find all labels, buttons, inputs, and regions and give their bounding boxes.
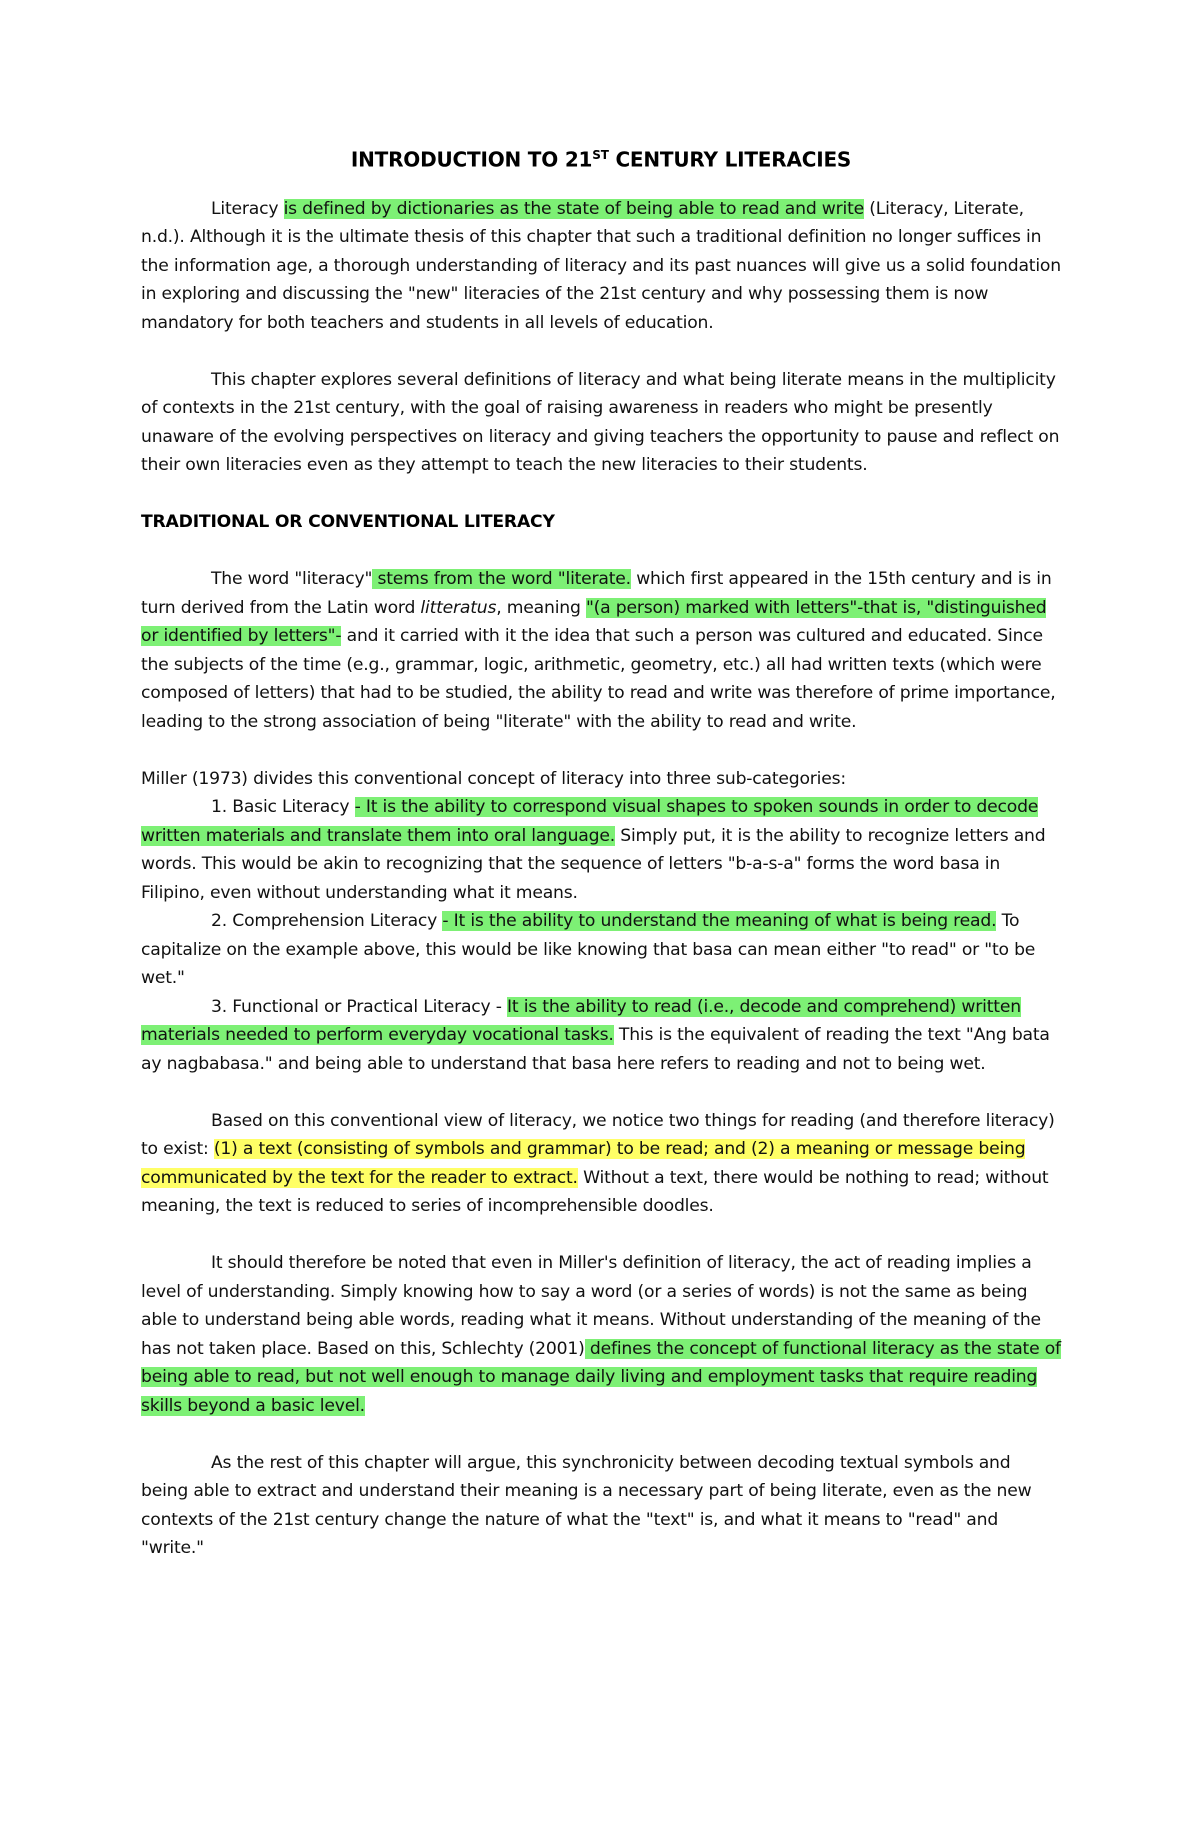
highlight-green: "(a person) marked with letters"- [585,597,864,618]
page-title [141,140,1061,175]
paragraph-conventional-view [141,1107,1061,1221]
paragraph-functional-literacy [141,1249,1061,1420]
highlight-green: is defined by dictionaries as the state of being able to read and write [283,198,865,219]
text-run: To capitalize on the example above, this would be like knowing that basa can mean either "to read" or "to be wet." [141,911,1036,989]
paragraph-conclusion: As the rest of this chapter will argue, this synchronicity between decoding textual symbols and being able to extract and understand their meaning is a necessary part of being literate, even as the new contexts of the 21st century change the nature of what the "text" is, and what it means to "read" and "write." [141,1452,1032,1559]
highlight-green: - It is the ability to understand the meaning of what is being read. [442,911,997,932]
paragraph-intro [141,195,1061,338]
list-item [141,907,1061,993]
text-run: It should therefore be noted that even in Miller's definition of literacy, the act of reading implies a level of understanding. Simply knowing how to say a word (or a series of words) is not the same as being able to understand being able words, reading what it means. Without understanding of the meaning of the has not taken place. Based on this, Schlechty (2001) [141,1253,1041,1359]
text-run: , meaning [496,597,586,618]
text-run: which first appeared in the 15th century and is in turn derived from the Latin word [141,569,1052,618]
text-run: Simply put, it is the ability to recognize letters and words. This would be akin to recognizing that the sequence of letters "b-a-s-a" forms the word basa in Filipino, even without understanding what it means. [141,825,1046,903]
highlight-yellow: (1) a text (consisting of symbols and grammar) to be read; and (2) a meaning or message being communicated by the text for the reader to extract. [141,1139,1026,1188]
highlight-green: - It is the ability to correspond visual shapes to spoken sounds in order to decode written materials and translate them into oral language. [141,797,1039,846]
text-run: 3. Functional or Practical Literacy - [211,996,508,1017]
highlight-green: defines the concept of functional literacy as the state of being able to read, but not well enough to manage daily living and employment tasks that require reading skills beyond a basic level. [141,1338,1061,1416]
text-run: 2. Comprehension Literacy [211,911,443,932]
highlight-green: "distinguished or identified by letters"- [141,597,1047,647]
text-run: (Literacy, Literate, n.d.). Although it is the ultimate thesis of this chapter that such a traditional definition no longer suffices in the information age, a thorough understanding of literacy and its past nuances will give us a solid foundation in exploring and discussing the "new" literacies of the 21st century and why possessing them is now mandatory for both teachers and students in all levels of education. [141,198,1061,333]
title-superscript: ST [592,148,609,162]
section-heading: TRADITIONAL OR CONVENTIONAL LITERACY [141,512,555,533]
paragraph-chapter-overview: This chapter explores several definitions of literacy and what being literate means in the multiplicity of contexts in the 21st century, with the goal of raising awareness in readers who might be presently unaware of the evolving perspectives on literacy and giving teachers the opportunity to pause and reflect on their own literacies even as they attempt to teach the new literacies to their students. [141,369,1060,476]
text-run: and it carried with it the idea that such a person was cultured and educated. Since the subjects of the time (e.g., grammar, logic, arithmetic, geometry, etc.) all had written texts (which were composed of letters) that had to be studied, the ability to read and write was therefore of prime importance, leading to the strong association of being "literate" with the ability to read and write. [141,626,1056,732]
text-run: The word "literacy" [211,569,373,590]
list-item [141,793,1061,907]
text-run: Literacy [211,198,284,219]
literacy-categories-list [141,793,1061,1078]
highlight-green: stems from the word "literate. [372,569,631,590]
highlight-green: It is the ability to read (i.e., decode and comprehend) written materials needed to perform everyday vocational tasks. [141,996,1021,1046]
paragraph-miller-intro: Miller (1973) divides this conventional concept of literacy into three sub-categories: [141,768,846,789]
list-item [141,993,1061,1079]
title-text-end: CENTURY LITERACIES [608,147,852,172]
document-body [141,140,1061,1591]
paragraph-word-origin [141,565,1061,736]
text-run: 1. Basic Literacy [211,797,355,818]
text-run: Without a text, there would be nothing to read; without meaning, the text is reduced to series of incomprehensible doodles. [141,1167,1049,1217]
highlight-green: that is, [863,597,927,618]
italic-term: litteratus [420,597,497,618]
text-run: This is the equivalent of reading the text "Ang bata ay nagbabasa." and being able to understand that basa here refers to reading and not to being wet. [141,1025,1050,1074]
text-run: Based on this conventional view of literacy, we notice two things for reading (and therefore literacy) to exist: [141,1110,1055,1160]
title-text: INTRODUCTION TO 21 [350,147,593,172]
